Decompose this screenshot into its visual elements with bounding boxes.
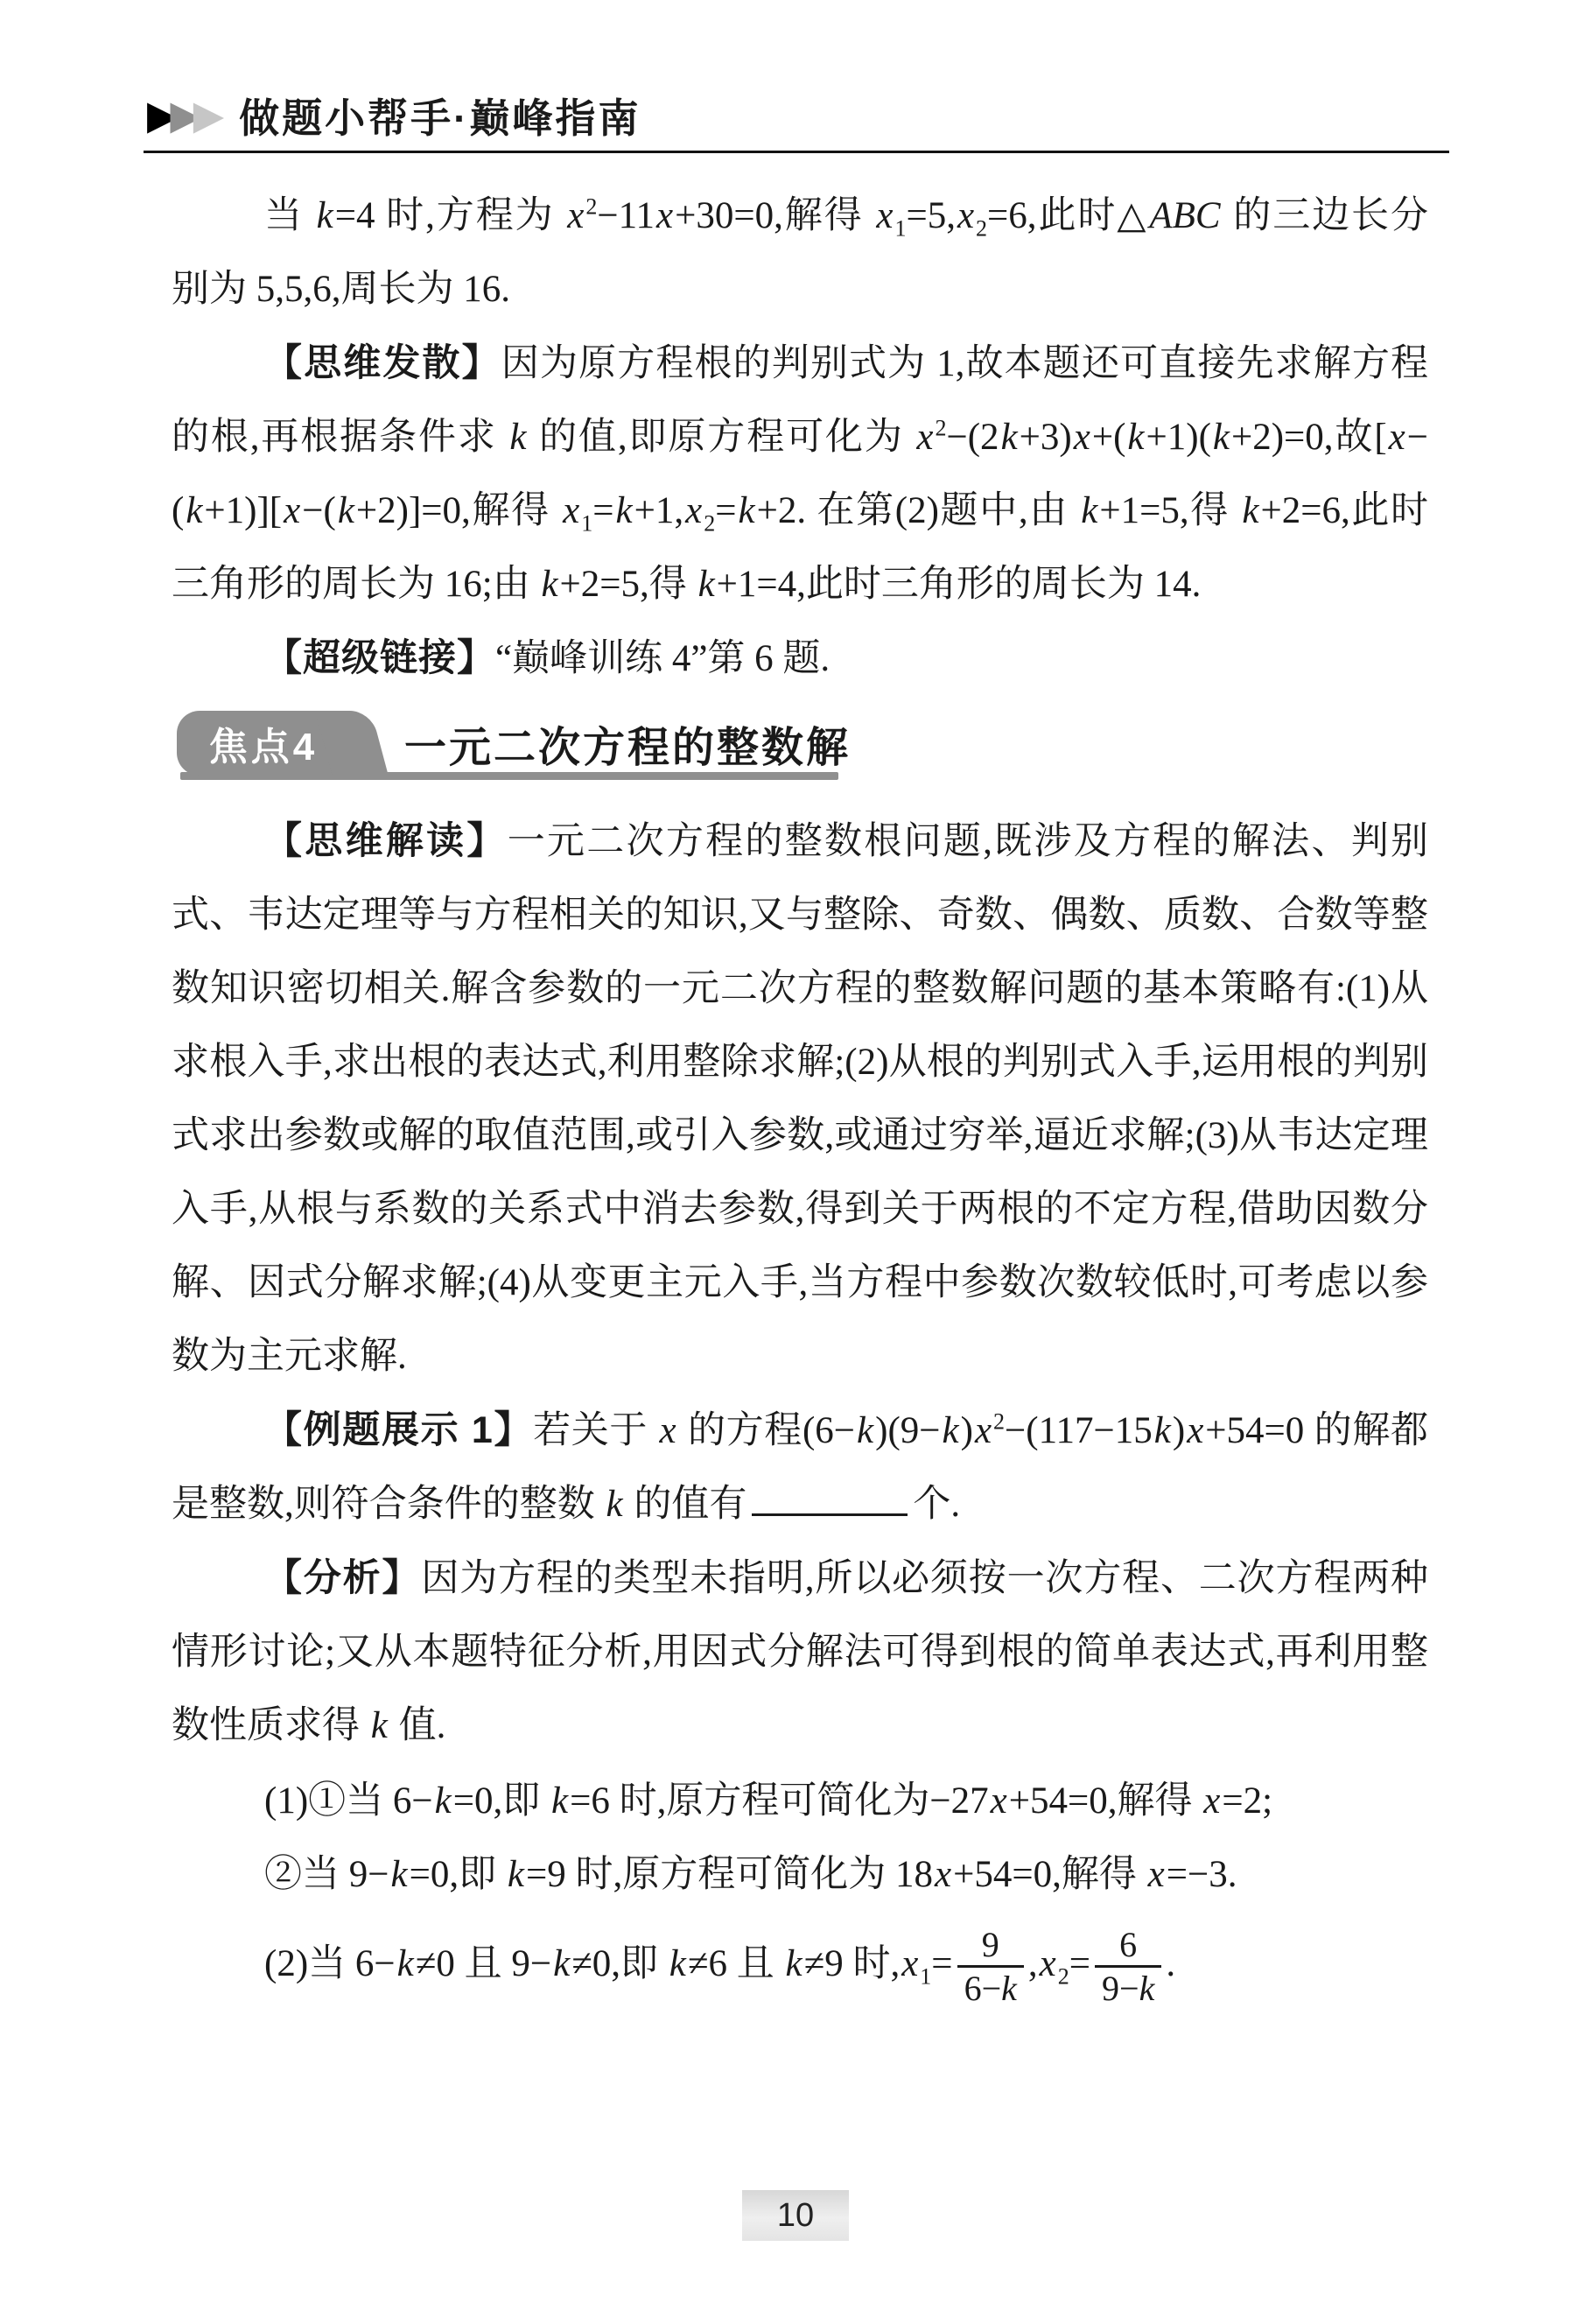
focus-section-title: 一元二次方程的整数解 [404, 724, 852, 771]
blank-underline [752, 1508, 908, 1516]
math-variable: k [551, 1780, 569, 1822]
math-variable: x [1073, 417, 1090, 458]
text-run: +1)( [1146, 417, 1211, 458]
math-variable: x [916, 417, 934, 458]
math-variable: x [1388, 417, 1405, 458]
text-run: 的值有 [624, 1484, 747, 1525]
text-run: ) [1172, 1410, 1186, 1451]
text-run: 当 [264, 195, 315, 236]
math-variable: k [697, 564, 715, 605]
text-run: =6,此时△ [987, 195, 1148, 236]
focus-badge-label: 焦点4 [208, 726, 319, 769]
math-variable: k [1000, 417, 1018, 458]
triangle-icon: ▶ [193, 93, 217, 137]
text-run: −( [302, 490, 336, 531]
header-triangles-icon [147, 95, 216, 136]
content [172, 179, 1428, 2015]
math-variable: k [615, 490, 633, 531]
math-variable: k [396, 1943, 414, 1984]
math-variable: x [934, 1854, 952, 1895]
math-variable: x [567, 195, 585, 236]
text-run: +2. 在第(2)题中,由 [756, 490, 1080, 531]
focus-section-header [177, 705, 1428, 782]
math-variable: k [857, 1410, 874, 1451]
text-run: −11 [597, 195, 655, 236]
text-run: 个. [913, 1484, 961, 1525]
text-run: =9 时,原方程可简化为 18 [525, 1854, 933, 1895]
math-variable: k [541, 564, 558, 605]
text-run: =0,即 [409, 1854, 506, 1895]
text-run: =−3. [1166, 1854, 1237, 1895]
text-run: =2; [1222, 1780, 1273, 1822]
subscript: 2 [976, 215, 988, 242]
text-run: −(2 [946, 417, 999, 458]
text-run: =5, [906, 195, 956, 236]
math-variable: k [509, 417, 527, 458]
paragraph-super-link [172, 621, 1428, 696]
triangle-icon: ▶ [170, 93, 193, 137]
subscript: 2 [1057, 1963, 1069, 1990]
math-variable: k [370, 1705, 388, 1746]
fraction-denominator: 9−k [1095, 1965, 1161, 2009]
text-run: )(9− [875, 1410, 941, 1451]
text-run: +2)]=0,解得 [355, 490, 562, 531]
section-label: 【思维发散】 [264, 342, 501, 384]
fraction-denominator: 6−k [957, 1965, 1024, 2009]
paragraph-case2 [172, 1913, 1428, 2015]
math-variable: k [507, 1854, 524, 1895]
text-run: = [715, 490, 737, 531]
paragraph-divergent-thinking [172, 326, 1428, 621]
math-variable: x [1039, 1943, 1056, 1984]
text-run: +1=4,此时三角形的周长为 14. [716, 564, 1202, 605]
text-run: +2=5,得 [559, 564, 697, 605]
math-variable: x [284, 490, 301, 531]
subscript: 1 [920, 1963, 932, 1990]
section-label: 【超级链接】 [264, 637, 495, 679]
math-variable: k [1212, 417, 1230, 458]
section-label: 【分析】 [264, 1557, 422, 1599]
paragraph-intro-solution [172, 179, 1428, 326]
page-number: 10 [742, 2190, 849, 2241]
paragraph-case1-sub2 [172, 1838, 1428, 1912]
math-variable: k [785, 1943, 803, 1984]
focus-badge [177, 711, 350, 776]
math-variable: x [1203, 1780, 1221, 1822]
text-run: +1)][ [204, 490, 283, 531]
text-run: =0,即 [452, 1780, 550, 1822]
fraction [957, 1926, 1024, 2009]
text-run: =4 时,方程为 [334, 195, 566, 236]
text-run: +54=0,解得 [953, 1854, 1146, 1895]
math-variable: x [685, 490, 703, 531]
text-run: 若关于 [533, 1410, 658, 1451]
text-run: +2)=0,故[ [1230, 417, 1387, 458]
text-run: =6 时,原方程可简化为−27 [570, 1780, 989, 1822]
math-variable: x [901, 1943, 919, 1984]
text-run: 的值,即原方程可化为 [528, 417, 915, 458]
superscript: 2 [585, 193, 598, 220]
text-run: +1=5,得 [1099, 490, 1241, 531]
text-run: “巅峰训练 4”第 6 题. [495, 638, 831, 679]
math-variable: ABC [1149, 195, 1221, 236]
text-run: 因为方程的类型未指明,所以必须按一次方程、二次方程两种情形讨论;又从本题特征分析,用因式分解法可得到根的简单表达式,再利用整数性质求得 [172, 1558, 1429, 1746]
text-run: = [1069, 1943, 1090, 1984]
text-run: (1)①当 6− [264, 1780, 433, 1822]
paragraph-example-1 [172, 1394, 1428, 1541]
math-variable: x [563, 490, 580, 531]
math-variable: k [186, 490, 203, 531]
math-variable: k [1153, 1410, 1171, 1451]
math-variable: x [1147, 1854, 1165, 1895]
text-run: ②当 9− [264, 1854, 389, 1895]
text-run: +1, [634, 490, 684, 531]
paragraph-interpretation [172, 804, 1428, 1394]
text-run: −( [172, 417, 1429, 531]
math-variable: k [606, 1484, 623, 1525]
text-run: 一元二次方程的整数根问题,既涉及方程的解法、判别式、韦达定理等与方程相关的知识,又与整除、奇数、偶数、质数、合数等整数知识密切相关.解含参数的一元二次方程的整数解问题的基本策略有:(1)从求根入手,求出根的表达式,利用整除求解;(2)从根的判别式入手,运用根的判别式求出参数或解的取值范围,或引入参数,或通过穷举,逼近求解;(3)从韦达定理入手,从根与系数的关系式中消去参数,得到关于两根的不定方程,借助因数分解、因式分解求解;(4)从变更主元入手,当方程中参数次数较低时,可考虑以参数为主元求解. [172, 821, 1429, 1377]
fraction-numerator: 9 [981, 1924, 999, 1964]
text-run: +30=0,解得 [675, 195, 875, 236]
text-run: 的三边长分别为 5,5,6,周长为 16. [172, 195, 1428, 310]
section-label: 【思维解读】 [264, 820, 508, 862]
text-run: 值. [389, 1705, 446, 1746]
text-run: = [592, 490, 614, 531]
math-variable: k [942, 1410, 959, 1451]
paragraph-analysis [172, 1541, 1428, 1763]
math-variable: k [316, 195, 333, 236]
math-variable: k [553, 1943, 571, 1984]
math-variable: x [1187, 1410, 1204, 1451]
text-run: ) [960, 1410, 973, 1451]
text-run: ≠9 时, [803, 1943, 901, 1984]
section-label: 【例题展示 1】 [264, 1409, 534, 1451]
math-variable: x [957, 195, 975, 236]
text-run: (2)当 6− [264, 1943, 396, 1984]
math-variable: k [738, 490, 755, 531]
math-variable: x [974, 1410, 992, 1451]
fraction [1095, 1926, 1161, 2009]
text-run: ≠0,即 [571, 1943, 668, 1984]
math-variable: x [656, 195, 674, 236]
subscript: 2 [704, 510, 716, 537]
text-run: ≠6 且 [687, 1943, 784, 1984]
running-head [147, 91, 1591, 140]
superscript: 2 [935, 415, 947, 441]
subscript: 1 [894, 215, 907, 242]
math-variable: k [1242, 490, 1259, 531]
math-variable: k [434, 1780, 452, 1822]
page-header-title: 做题小帮手·巅峰指南 [239, 95, 641, 141]
math-variable: k [337, 490, 354, 531]
fraction-numerator: 6 [1119, 1924, 1138, 1964]
text-run: = [931, 1943, 953, 1984]
subscript: 1 [581, 510, 593, 537]
paragraph-case1-sub1 [172, 1765, 1428, 1838]
header-rule [144, 151, 1449, 153]
text-run: +54=0,解得 [1008, 1780, 1202, 1822]
superscript: 2 [993, 1408, 1006, 1435]
math-variable: k [1127, 417, 1145, 458]
math-variable: k [669, 1943, 686, 1984]
math-variable: x [990, 1780, 1007, 1822]
text-run: 的方程(6− [677, 1410, 856, 1451]
text-run: 因为原方程根的判别式为 1,故本题还可直接先求解方程的根,再根据条件求 [172, 343, 1429, 458]
text-run: , [1027, 1943, 1038, 1984]
math-variable: x [659, 1410, 676, 1451]
text-run: +54=0 的解都是整数,则符合条件的整数 [172, 1410, 1428, 1525]
text-run: ≠0 且 9− [415, 1943, 552, 1984]
text-run: +2=6,此时三角形的周长为 16;由 [172, 490, 1428, 605]
math-variable: x [876, 195, 894, 236]
triangle-icon: ▶ [147, 93, 171, 137]
text-run: −(117−15 [1005, 1410, 1153, 1451]
text-run: +3) [1019, 417, 1072, 458]
text-run: . [1166, 1943, 1176, 1984]
math-variable: k [1081, 490, 1098, 531]
text-run: +( [1091, 417, 1126, 458]
math-variable: k [390, 1854, 408, 1895]
